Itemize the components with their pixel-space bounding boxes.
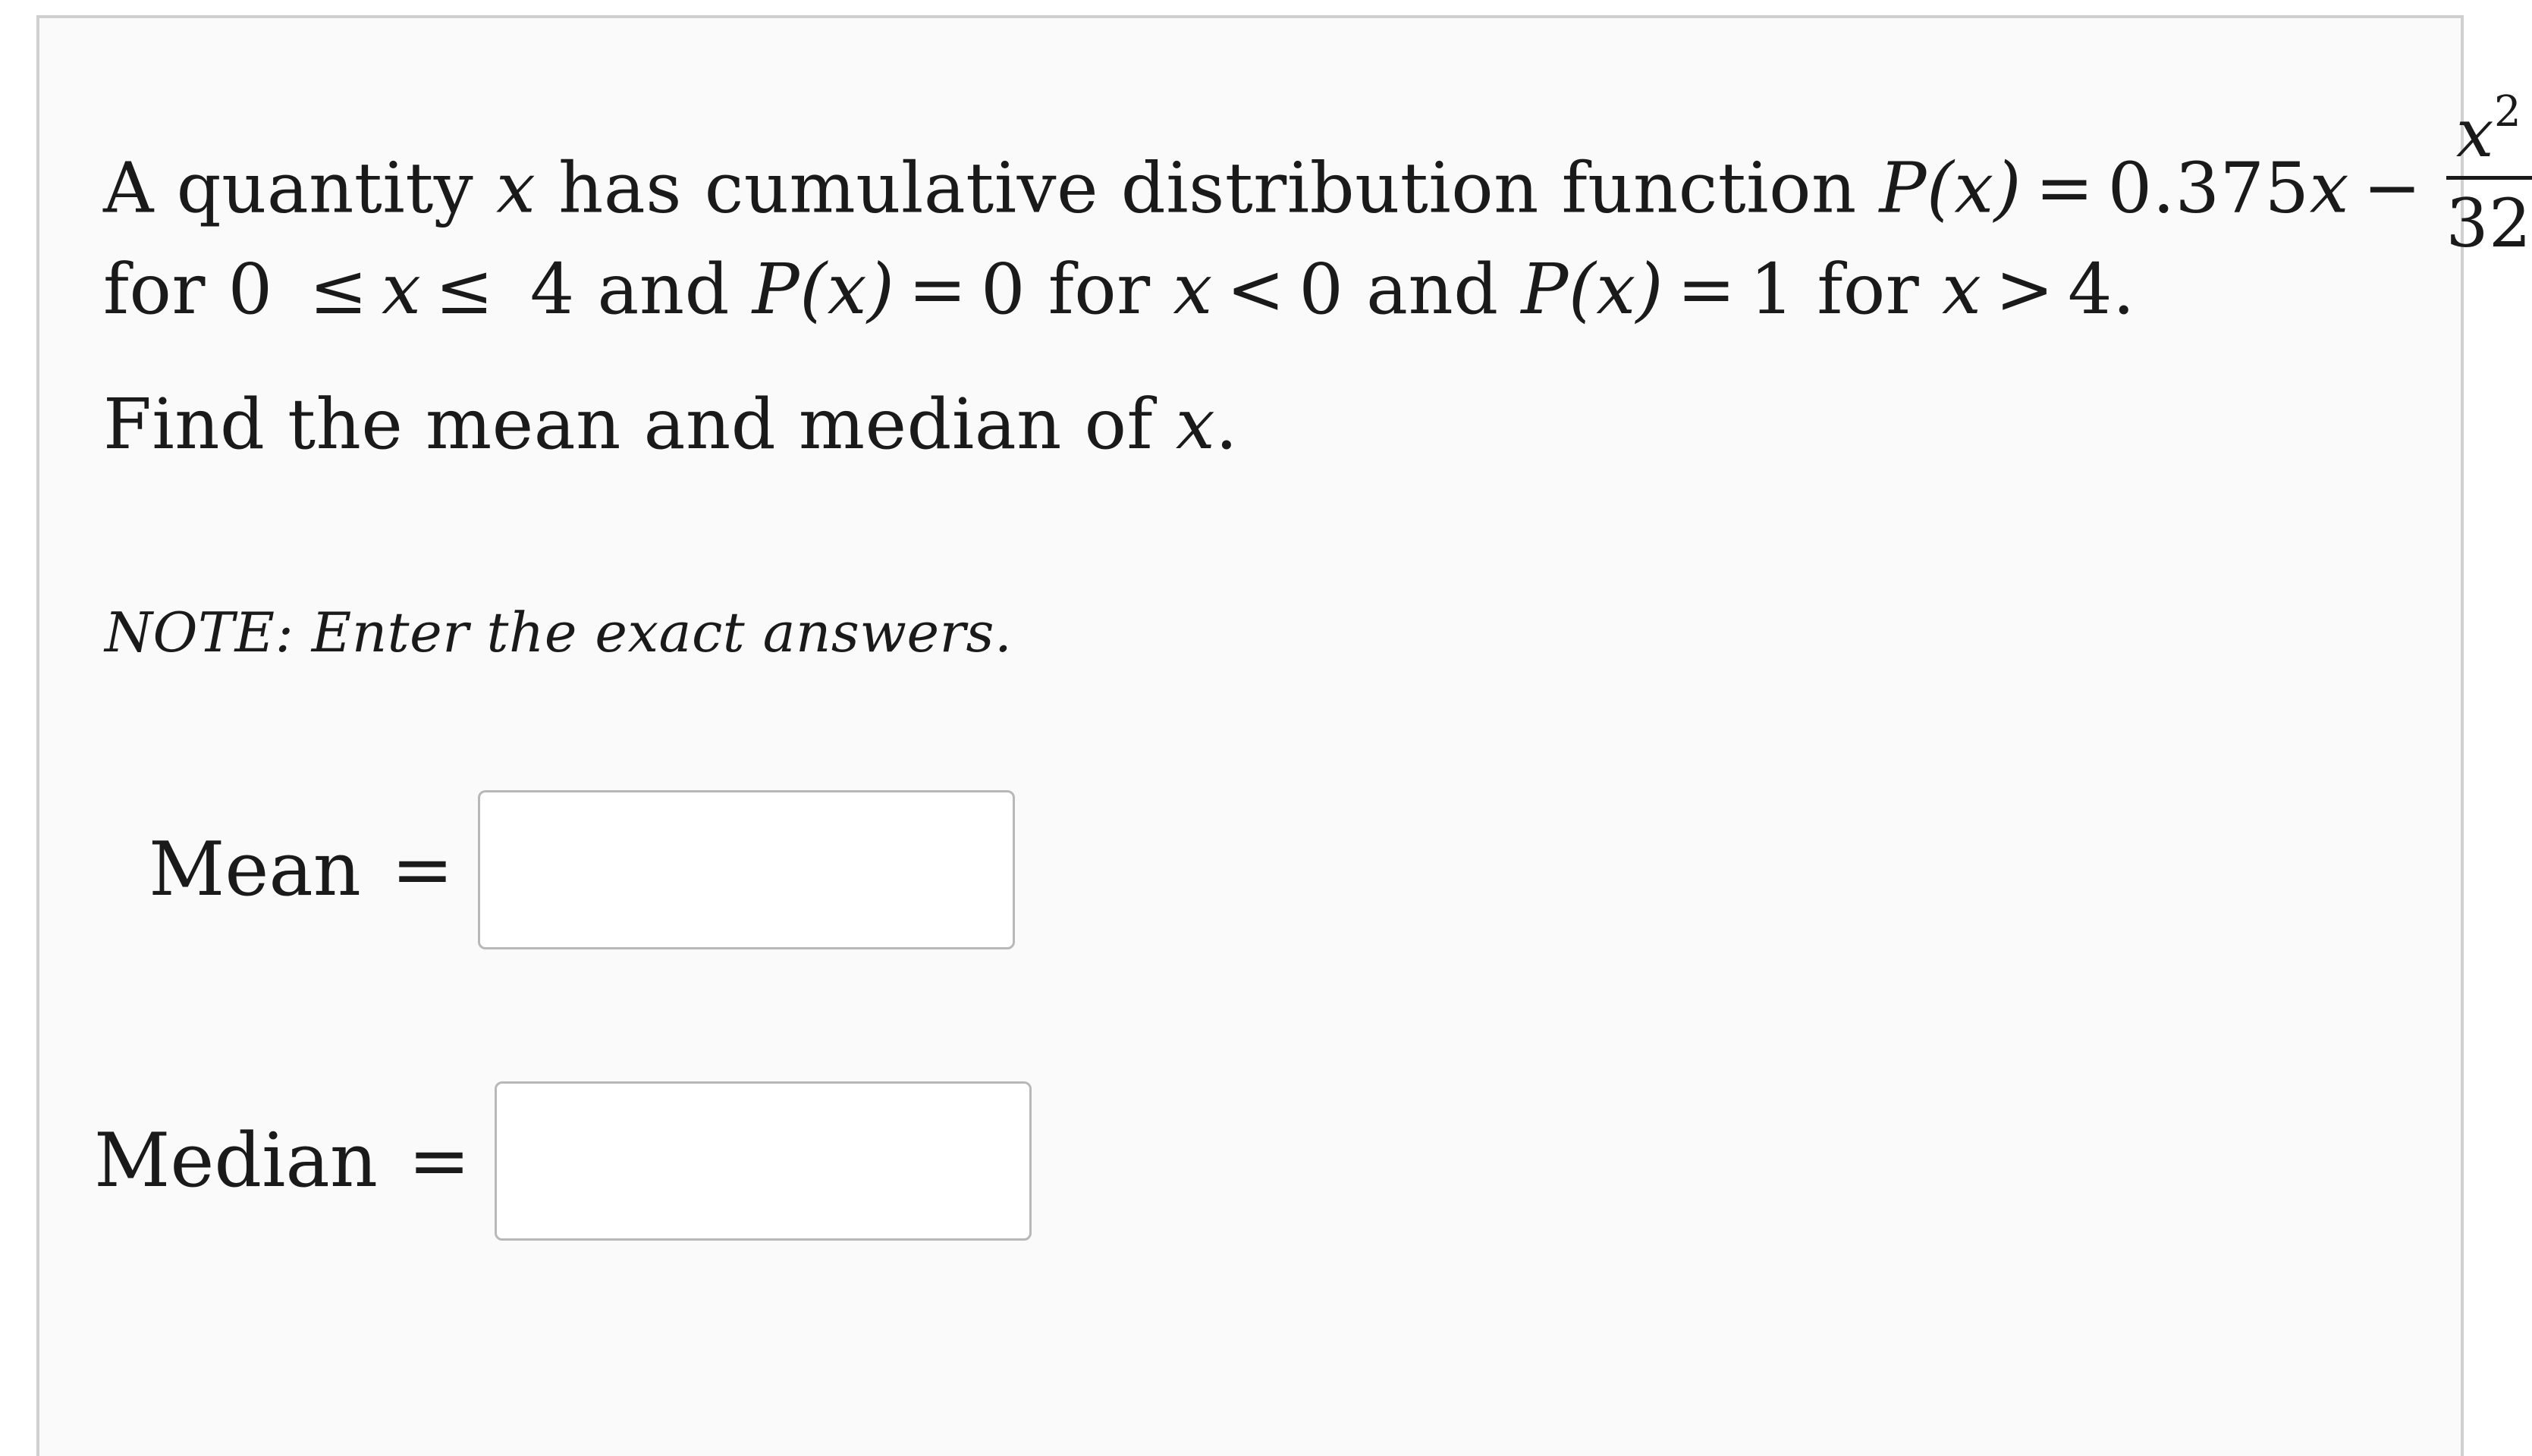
median-equals: =	[407, 1118, 471, 1204]
math-le: ≤	[309, 249, 369, 330]
median-label: Median	[94, 1118, 378, 1204]
math-equals: =	[1677, 249, 1736, 330]
math-arg: (x)	[1568, 249, 1663, 330]
question-text: 0 for	[980, 249, 1173, 330]
fraction-numerator	[2446, 87, 2532, 180]
median-input[interactable]	[495, 1081, 1032, 1241]
math-func-p: P	[752, 249, 800, 330]
question-text: Find the mean and median of	[103, 384, 1176, 465]
fraction-x-squared-over-32	[2446, 87, 2532, 262]
median-row	[94, 1081, 1032, 1241]
math-var-x: x	[1173, 249, 1213, 330]
question-text: 4 and	[507, 249, 752, 330]
math-arg: (x)	[799, 249, 895, 330]
question-line-2	[103, 249, 2135, 330]
question-text: for 0	[103, 249, 296, 330]
question-text: 4.	[2068, 249, 2135, 330]
mean-row	[149, 790, 1015, 949]
mean-equals: =	[391, 827, 454, 913]
math-arg: (x)	[1926, 147, 2022, 229]
math-var-x: x	[2309, 147, 2349, 229]
math-var-x: x	[382, 249, 422, 330]
question-text: 1 for	[1749, 249, 1943, 330]
math-var-x: x	[1942, 249, 1982, 330]
math-var-x: x	[496, 147, 536, 229]
math-func-p: P	[1521, 249, 1569, 330]
question-text: has cumulative distribution function	[536, 147, 1880, 229]
question-text: A quantity	[103, 147, 497, 229]
question-line-3	[103, 384, 1238, 465]
math-le: ≤	[435, 249, 495, 330]
note-text: NOTE: Enter the exact answers.	[105, 601, 1013, 664]
math-lt: <	[1226, 249, 1286, 330]
math-equals: =	[908, 249, 967, 330]
math-var-x: x	[1175, 384, 1216, 465]
mean-label: Mean	[149, 827, 361, 913]
question-panel	[36, 15, 2532, 1456]
question-text: .	[1215, 384, 1238, 465]
mean-input[interactable]	[478, 790, 1015, 949]
math-func-p: P	[1879, 147, 1927, 229]
math-coefficient: 0.375	[2107, 147, 2310, 229]
question-text: 0 and	[1299, 249, 1522, 330]
math-gt: >	[1995, 249, 2055, 330]
fraction-denominator: 32	[2446, 184, 2532, 262]
exponent: 2	[2494, 87, 2522, 136]
math-minus: −	[2362, 147, 2422, 229]
math-equals: =	[2035, 147, 2094, 229]
math-var-x: x	[2455, 94, 2495, 172]
